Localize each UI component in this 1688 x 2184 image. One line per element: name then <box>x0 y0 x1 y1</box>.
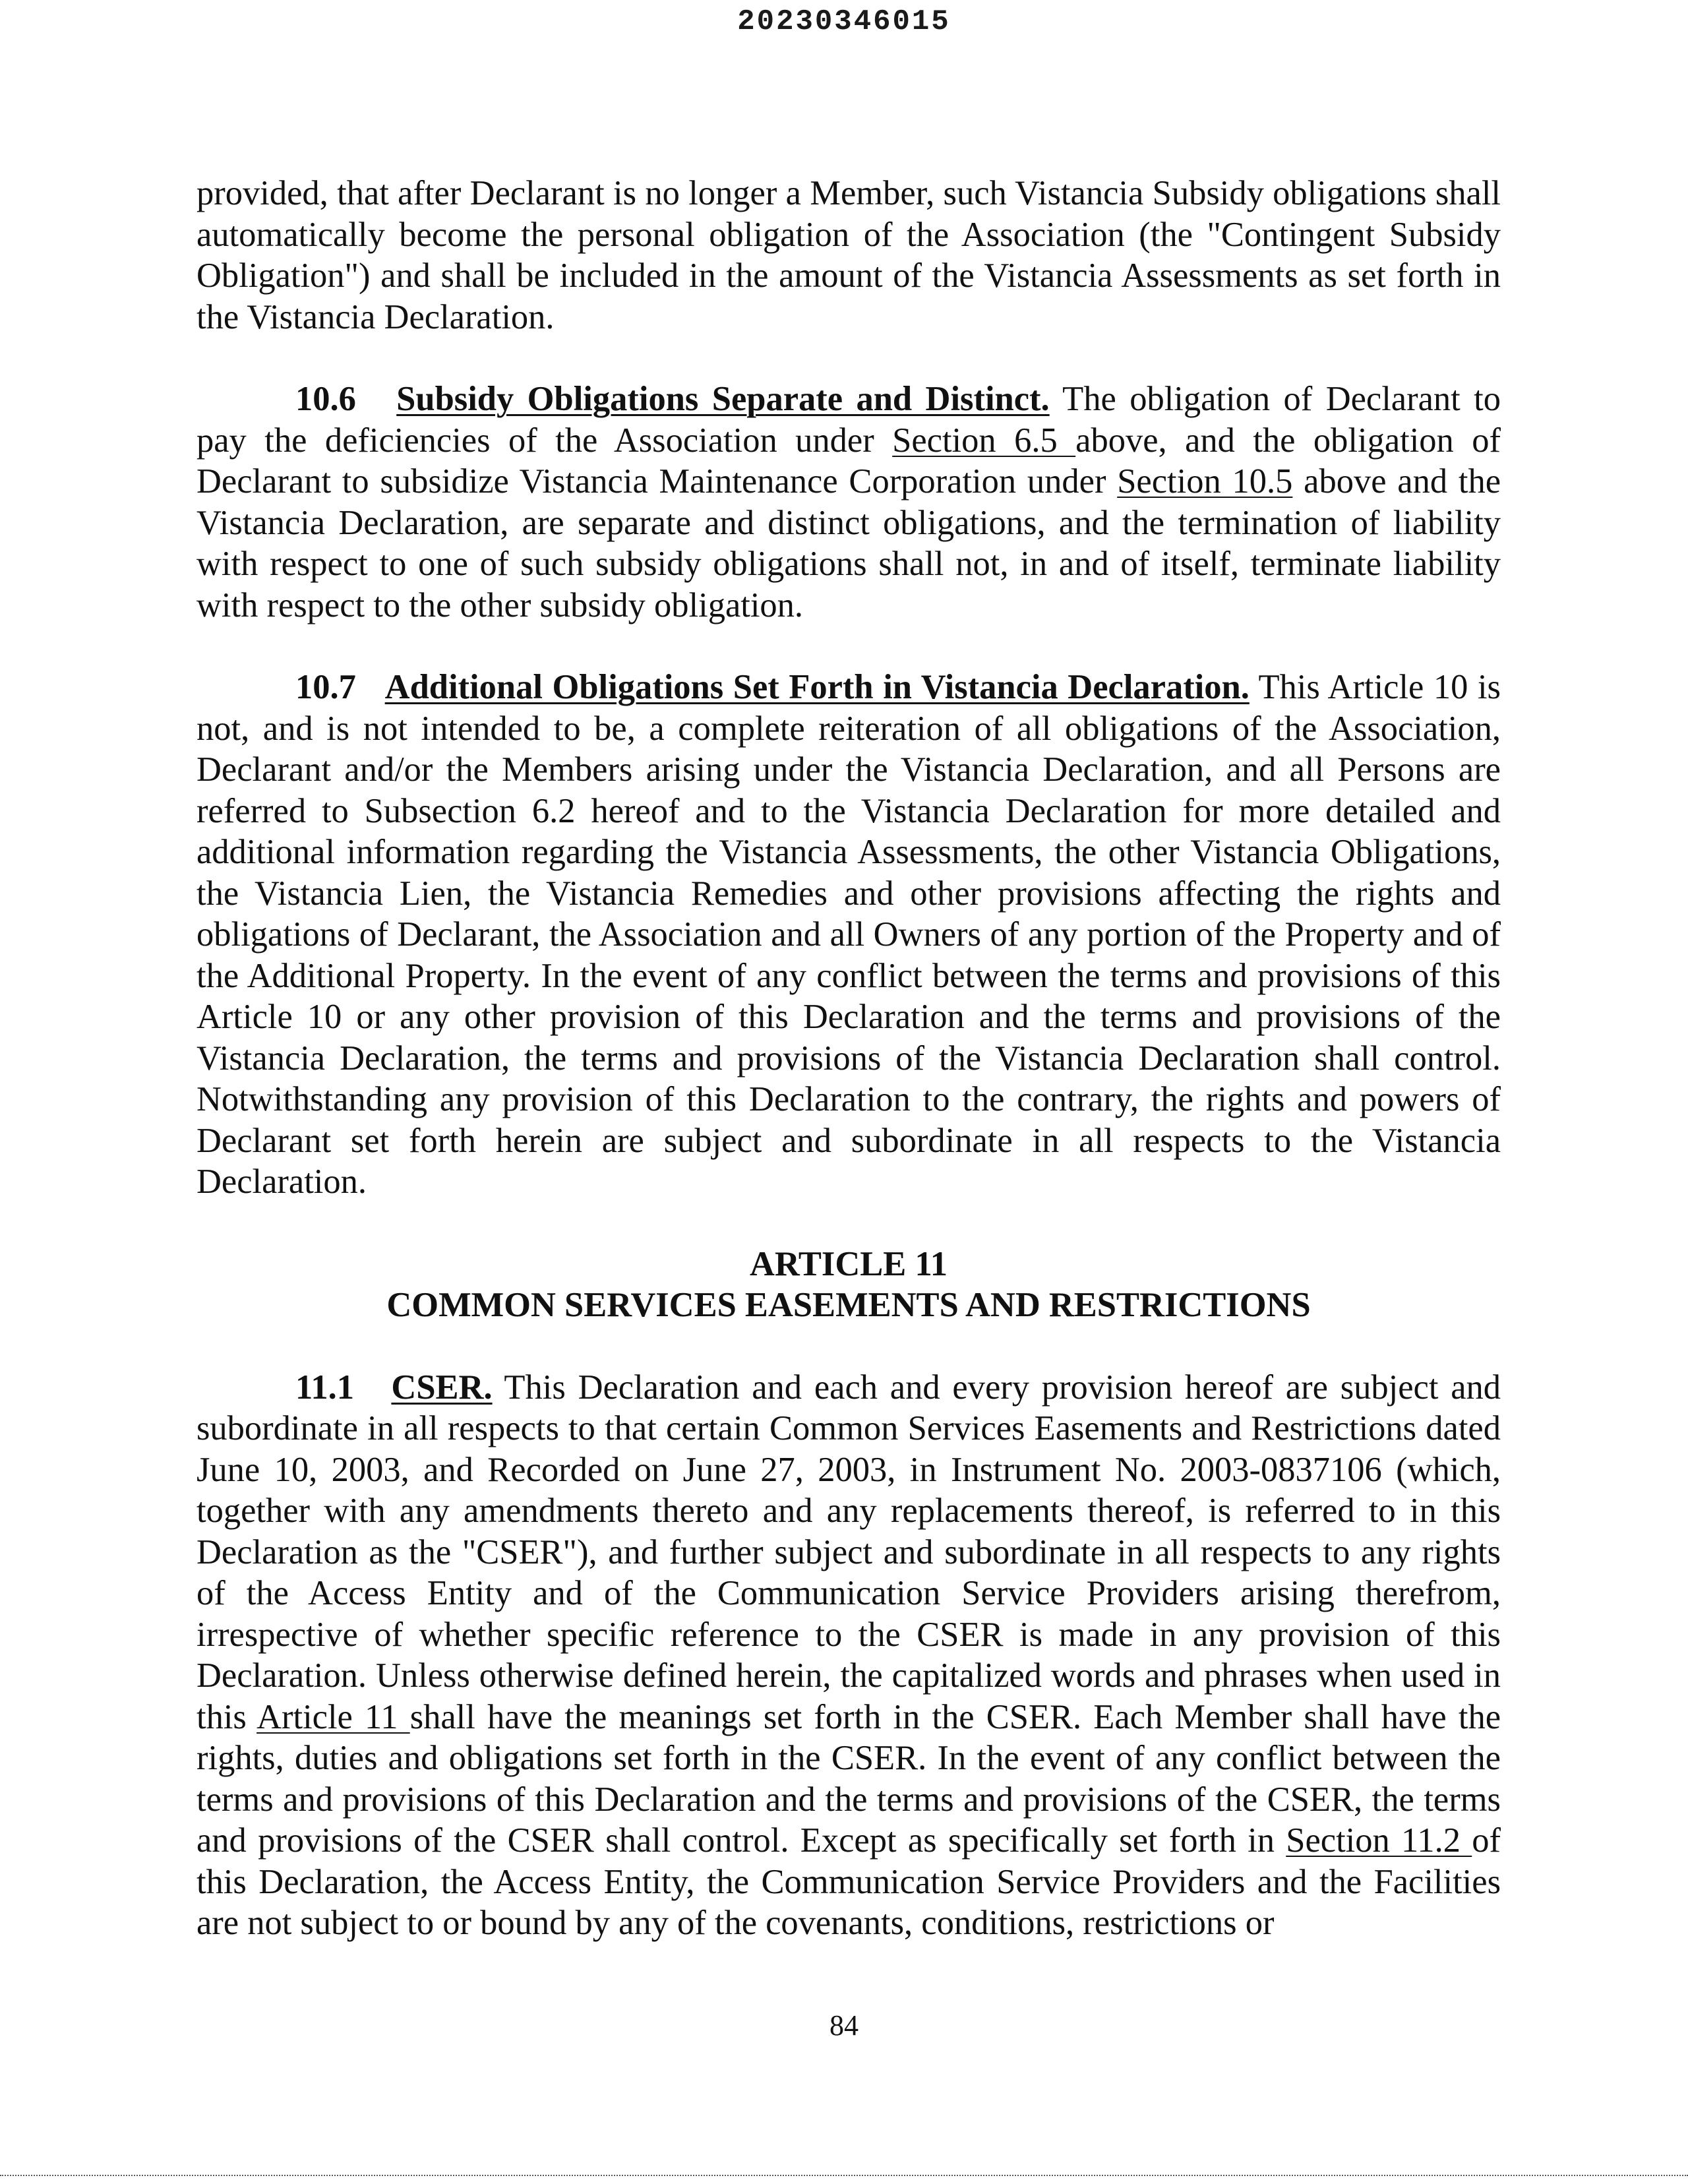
section-11-1 <box>196 1367 1501 1944</box>
cross-reference: Section 6.5 <box>892 421 1076 460</box>
page-body <box>196 173 1501 1944</box>
paragraph-continuation: provided, that after Declarant is no longer a Member, such Vistancia Subsidy obligations shall automatically become the personal obligation of the Association (the "Contingent Subsidy Obligation") and shall be included in the amount of the Vistancia Assessments as set forth in the Vistancia Declaration. <box>196 174 1501 336</box>
section-number: 11.1 <box>295 1368 354 1407</box>
article-number: ARTICLE 11 <box>749 1244 948 1283</box>
article-title: COMMON SERVICES EASEMENTS AND RESTRICTIONS <box>386 1286 1311 1324</box>
cross-reference: Article 11 <box>256 1697 410 1736</box>
section-number: 10.6 <box>295 380 356 418</box>
cross-reference: Section 10.5 <box>1117 462 1293 501</box>
section-number: 10.7 <box>295 668 356 706</box>
scan-edge-divider <box>0 2175 1688 2177</box>
section-text: above and the Vistancia Declaration, are separate and distinct obligations, and the termination of liability with respect to one of such subsidy obligations shall not, in and of itself, terminate liability with respect to the other subsidy obligation. <box>196 462 1501 624</box>
section-text: of this Declaration, the Access Entity, the Communication Service Providers and the Facilities are not subject to or bound by any of the covenants, conditions, restrictions or <box>196 1821 1501 1942</box>
section-text: The obligation of Declarant to pay the deficiencies of the Association under <box>196 380 1501 460</box>
document-number: 20230346015 <box>737 5 951 38</box>
section-text: above, and the obligation of Declarant to subsidize Vistancia Maintenance Corporation under <box>196 421 1501 501</box>
section-title: CSER. <box>391 1368 493 1407</box>
section-text: This Declaration and each and every provision hereof are subject and subordinate in all respects to that certain Common Services Easements and Restrictions dated June 10, 2003, and Recorded on June 27, 2003, in Instrument No. 2003-0837106 (which, together with any amendments thereto and any replacements thereof, is referred to in this Declaration as the "CSER"), and further subject and subordinate in all respects to any rights of the Access Entity and of the Communication Service Providers arising therefrom, irrespective of whether specific reference to the CSER is made in any provision of this Declaration. Unless otherwise defined herein, the capitalized words and phrases when used in this <box>196 1368 1501 1736</box>
section-title: Additional Obligations Set Forth in Vistancia Declaration. <box>384 668 1250 706</box>
section-10-6 <box>196 379 1501 626</box>
article-heading <box>196 1244 1501 1326</box>
section-text: This Article 10 is not, and is not intended to be, a complete reiteration of all obligations of the Association, Declarant and/or the Members arising under the Vistancia Declaration, and all Persons are referred to Subsection 6.2 hereof and to the Vistancia Declaration for more detailed and additional information regarding the Vistancia Assessments, the other Vistancia Obligations, the Vistancia Lien, the Vistancia Remedies and other provisions affecting the rights and obligations of Declarant, the Association and all Owners of any portion of the Property and of the Additional Property. In the event of any conflict between the terms and provisions of this Article 10 or any other provision of this Declaration and the terms and provisions of the Vistancia Declaration, the terms and provisions of the Vistancia Declaration shall control. Notwithstanding any provision of this Declaration to the contrary, the rights and powers of Declarant set forth herein are subject and subordinate in all respects to the Vistancia Declaration. <box>196 668 1501 1201</box>
section-text: shall have the meanings set forth in the CSER. Each Member shall have the rights, duties and obligations set forth in the CSER. In the event of any conflict between the terms and provisions of this Declaration and the terms and provisions of the CSER, the terms and provisions of the CSER shall control. Except as specifically set forth in <box>196 1697 1501 1860</box>
cross-reference: Section 11.2 <box>1286 1821 1472 1860</box>
page-number: 84 <box>829 2009 859 2042</box>
section-10-7 <box>196 667 1501 1203</box>
section-title: Subsidy Obligations Separate and Distinct. <box>396 380 1050 418</box>
